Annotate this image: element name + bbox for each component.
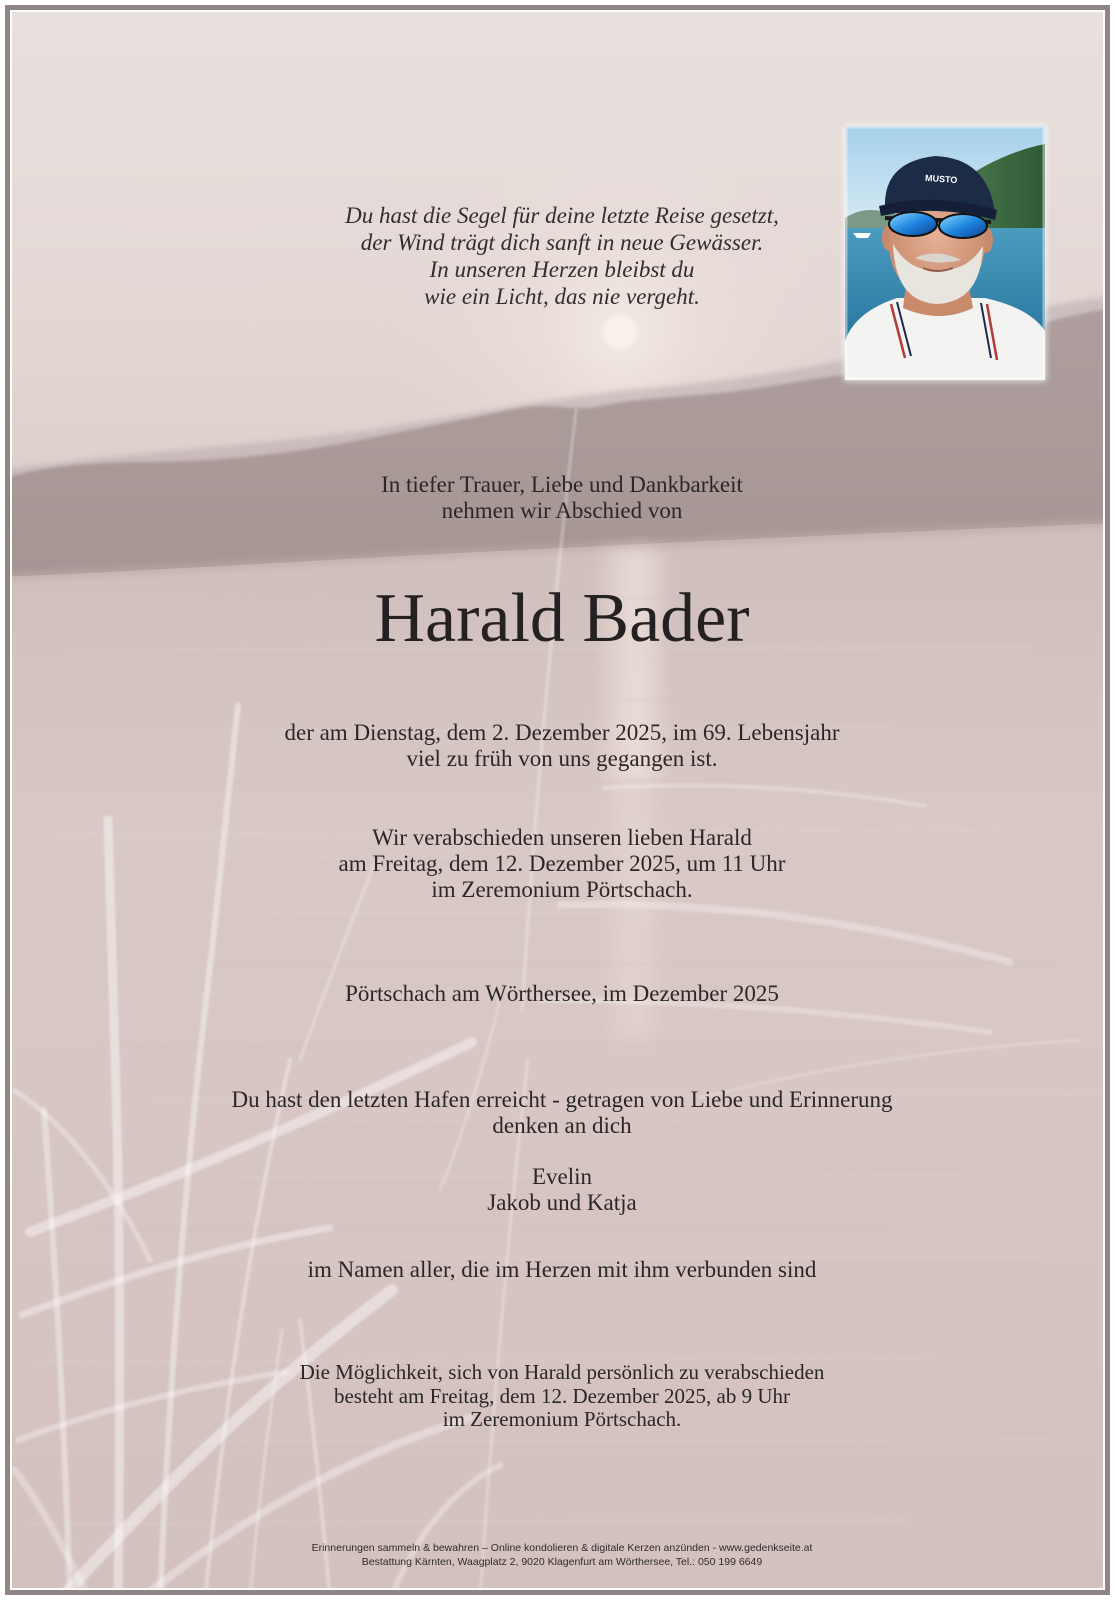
mourners xyxy=(12,1164,1112,1216)
death-line-2: viel zu früh von uns gegangen ist. xyxy=(406,746,718,771)
cap-logo: MUSTO xyxy=(924,172,958,186)
farewell-line-3: im Zeremonium Pörtschach. xyxy=(431,877,693,902)
intro-line-2: nehmen wir Abschied von xyxy=(441,498,683,523)
sun xyxy=(603,315,637,349)
footer-line-2: Bestattung Kärnten, Waagplatz 2, 9020 Klagenfurt am Wörthersee, Tel.: 050 199 6649 xyxy=(361,1556,763,1568)
farewell-line-2: am Freitag, dem 12. Dezember 2025, um 11 Uhr xyxy=(338,851,786,876)
viewing-line-3: im Zeremonium Pörtschach. xyxy=(442,1407,682,1431)
footer xyxy=(12,1541,1112,1569)
intro-text xyxy=(12,472,1112,524)
farewell-line-1: Wir verabschieden unseren lieben Harald xyxy=(372,825,752,850)
intro-line-1: In tiefer Trauer, Liebe und Dankbarkeit xyxy=(381,472,743,497)
place-and-date: Pörtschach am Wörthersee, im Dezember 2025 xyxy=(345,981,779,1006)
mourner-2: Jakob und Katja xyxy=(487,1190,637,1215)
death-announcement xyxy=(12,720,1112,772)
closing-line-2: denken an dich xyxy=(492,1113,632,1138)
memorial-poem xyxy=(12,202,1112,310)
death-line-1: der am Dienstag, dem 2. Dezember 2025, im 69. Lebensjahr xyxy=(284,720,840,745)
mourner-1: Evelin xyxy=(531,1164,593,1189)
deceased-name: Harald Bader xyxy=(374,580,750,657)
poem-line-4: wie ein Licht, das nie vergeht. xyxy=(424,284,700,309)
closing-text xyxy=(12,1087,1112,1139)
viewing-details xyxy=(12,1361,1112,1432)
viewing-line-1: Die Möglichkeit, sich von Harald persönlich zu verabschieden xyxy=(299,1360,825,1384)
poem-line-1: Du hast die Segel für deine letzte Reise gesetzt, xyxy=(345,203,779,228)
on-behalf-text: im Namen aller, die im Herzen mit ihm verbunden sind xyxy=(307,1257,817,1282)
footer-line-1: Erinnerungen sammeln & bewahren – Online kondolieren & digitale Kerzen anzünden - www.gedenkseite.at xyxy=(311,1542,813,1554)
poem-line-3: In unseren Herzen bleibst du xyxy=(429,257,695,282)
closing-line-1: Du hast den letzten Hafen erreicht - getragen von Liebe und Erinnerung xyxy=(231,1087,893,1112)
poem-line-2: der Wind trägt dich sanft in neue Gewässer. xyxy=(360,230,764,255)
viewing-line-2: besteht am Freitag, dem 12. Dezember 2025, ab 9 Uhr xyxy=(333,1383,791,1408)
farewell-details xyxy=(12,825,1112,903)
